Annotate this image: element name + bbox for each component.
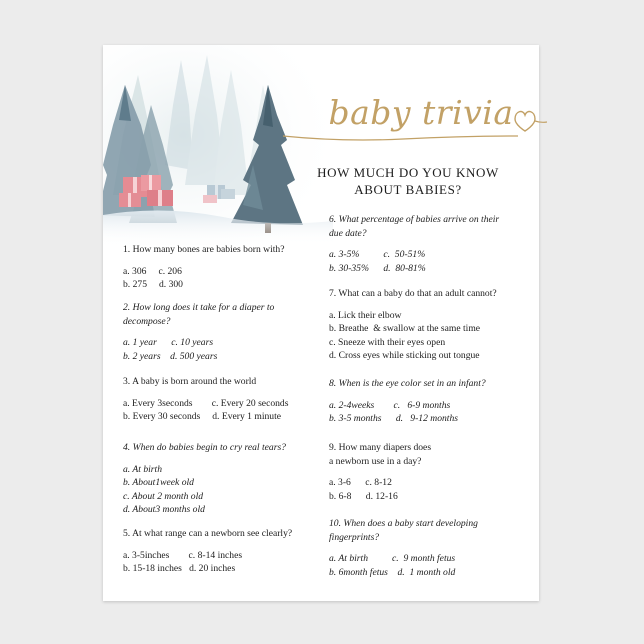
question-text: due date? (329, 227, 367, 239)
answer-options (123, 463, 286, 517)
answer-option: b. Breathe & swallow at the same time (329, 323, 481, 334)
answer-option: a. At birth c. 9 month fetus (329, 553, 456, 564)
question-text: 3. A baby is born around the world (123, 376, 257, 387)
question-2 (123, 301, 274, 363)
answer-option: b. 2 years d. 500 years (123, 350, 218, 362)
question-8 (329, 377, 486, 426)
question-text: 7. What can a baby do that an adult cannot? (329, 288, 497, 299)
question-text: 2. How long does it take for a diaper to (123, 302, 275, 313)
answer-option: b. 275 d. 300 (123, 279, 183, 290)
question-text: 10. When does a baby start developing (329, 518, 478, 529)
answer-options (329, 552, 478, 579)
title-underline-flourish-icon (283, 130, 523, 144)
answer-option: b. About1week old (123, 477, 194, 488)
answer-options (123, 549, 292, 576)
question-text: decompose? (123, 315, 171, 327)
question-10 (329, 517, 478, 579)
answer-option: b. 3-5 months d. 9-12 months (329, 413, 458, 424)
answer-option: b. 6month fetus d. 1 month old (329, 566, 456, 578)
answer-option: a. 3-5% c. 50-51% (329, 249, 426, 260)
question-6 (329, 213, 499, 275)
subtitle-line-1: HOW MUCH DO YOU KNOW (317, 165, 499, 180)
question-text: 1. How many bones are babies born with? (123, 244, 285, 255)
answer-option: b. 15-18 inches d. 20 inches (123, 563, 236, 574)
answer-option: d. Cross eyes while sticking out tongue (329, 350, 480, 361)
question-5 (123, 527, 292, 576)
question-4 (123, 441, 286, 517)
answer-option: a. At birth (123, 463, 163, 475)
answer-option: b. Every 30 seconds d. Every 1 minute (123, 411, 281, 422)
answer-option: b. 6-8 d. 12-16 (329, 490, 398, 502)
answer-option: a. Lick their elbow (329, 309, 402, 321)
question-text: 9. How many diapers does (329, 442, 432, 453)
question-7 (329, 287, 497, 363)
question-9 (329, 441, 431, 503)
page-title: baby trivia (328, 93, 514, 132)
question-text: 4. When do babies begin to cry real tears? (123, 442, 286, 453)
answer-option: a. 306 c. 206 (123, 265, 182, 277)
page-subtitle (303, 164, 513, 198)
answer-option: c. About 2 month old (123, 490, 204, 502)
answer-option: b. 30-35% d. 80-81% (329, 262, 426, 274)
answer-options (329, 309, 497, 363)
answer-options (123, 336, 274, 363)
question-text: 6. What percentage of babies arrive on their (329, 214, 500, 225)
answer-option: a. 3-6 c. 8-12 (329, 477, 392, 488)
answer-option: a. 2-4weeks c. 6-9 months (329, 399, 451, 411)
answer-option: a. 1 year c. 10 years (123, 337, 214, 348)
answer-options (123, 265, 284, 292)
question-1 (123, 243, 284, 292)
answer-option: c. Sneeze with their eyes open (329, 336, 446, 348)
answer-option: a. 3-5inches c. 8-14 inches (123, 549, 243, 561)
question-text: a newborn use in a day? (329, 455, 422, 467)
question-text: 5. At what range can a newborn see clearly? (123, 528, 293, 539)
question-text: fingerprints? (329, 531, 380, 543)
subtitle-line-2: ABOUT BABIES? (354, 182, 462, 197)
answer-options (123, 397, 288, 424)
trivia-card (103, 45, 539, 601)
answer-options (329, 476, 431, 503)
question-text: 8. When is the eye color set in an infant? (329, 378, 486, 389)
answer-options (329, 248, 499, 275)
answer-option: d. About3 months old (123, 504, 205, 515)
question-3 (123, 375, 288, 424)
answer-option: a. Every 3seconds c. Every 20 seconds (123, 397, 289, 409)
answer-options (329, 399, 486, 426)
